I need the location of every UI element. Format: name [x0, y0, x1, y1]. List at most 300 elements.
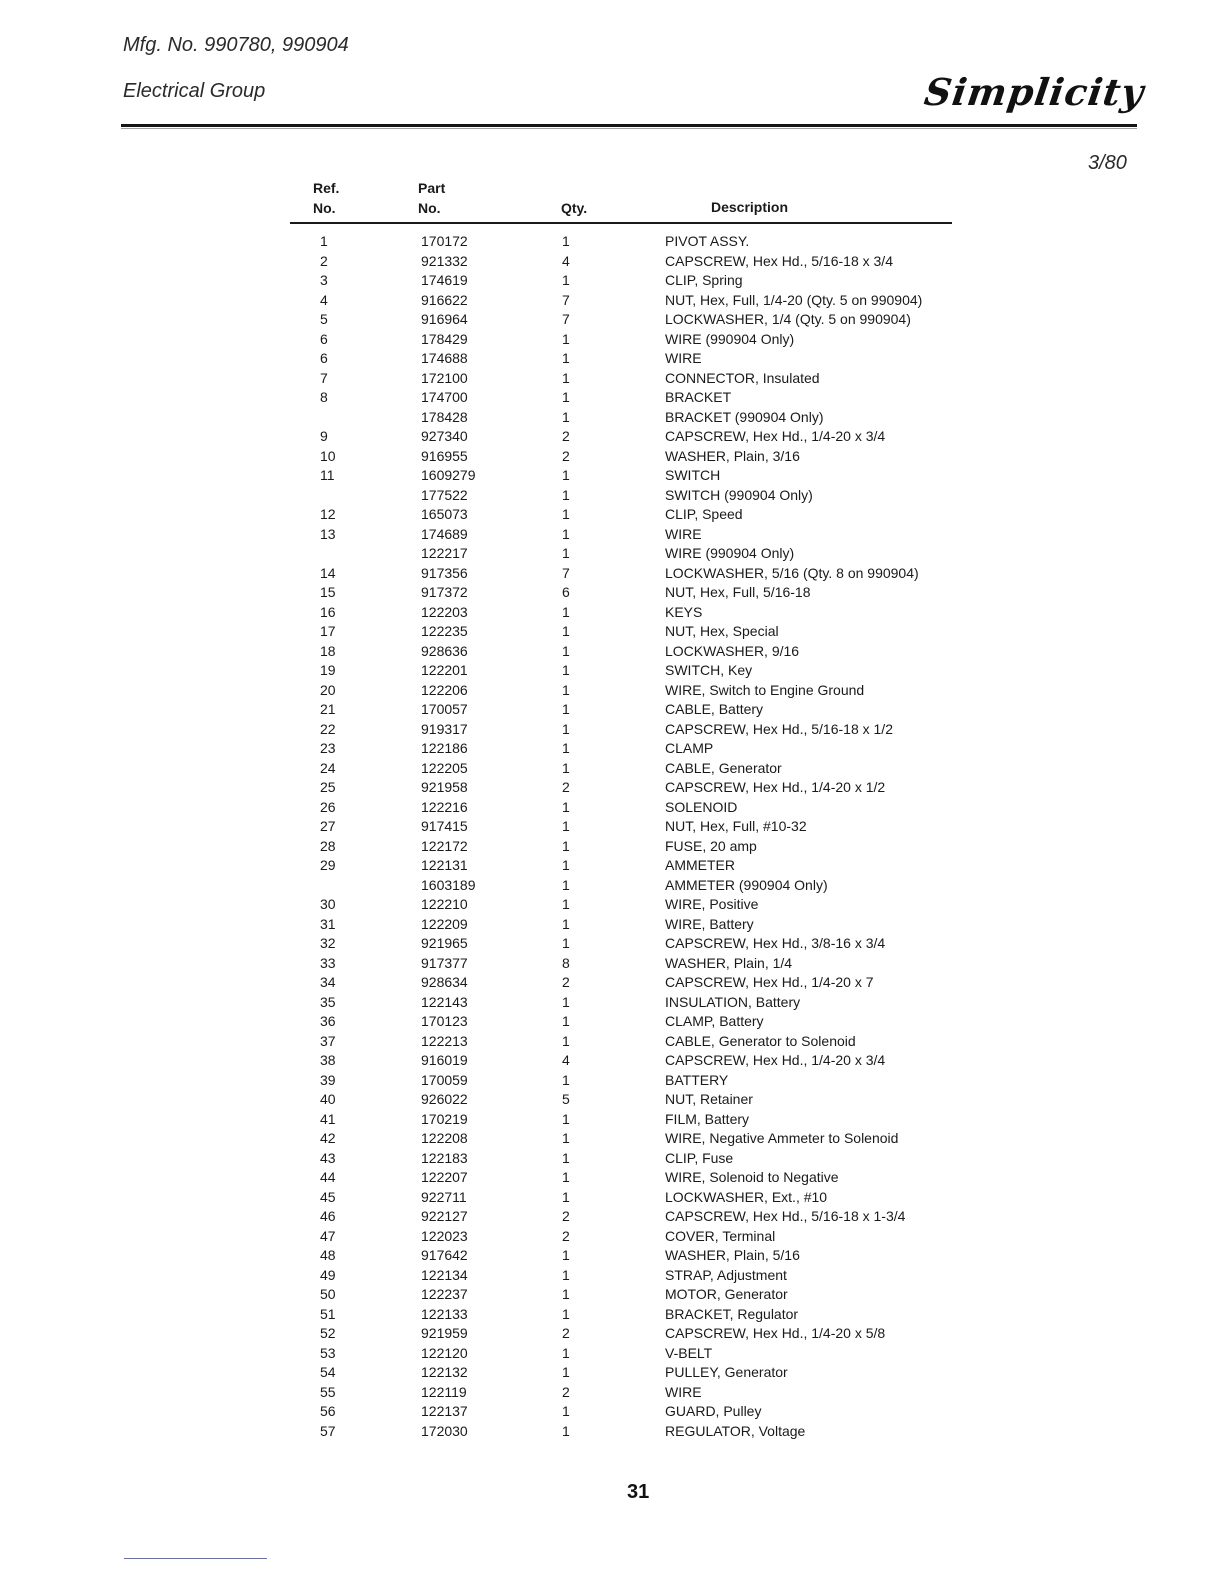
- part-number-cell: 922711: [421, 1188, 467, 1205]
- quantity-cell: 1: [562, 233, 570, 249]
- part-number-cell: 122023: [421, 1227, 468, 1244]
- description-cell: CAPSCREW, Hex Hd., 1/4-20 x 3/4: [665, 428, 886, 444]
- table-row: [0, 408, 1224, 428]
- part-number-cell: 122210: [421, 896, 468, 912]
- part-number-cell: 122134: [421, 1266, 468, 1283]
- table-row: [0, 1227, 1224, 1247]
- ref-cell: 27: [320, 818, 336, 834]
- ref-cell: 36: [320, 1013, 336, 1029]
- part-number-cell: 122143: [421, 993, 468, 1010]
- description-cell: WASHER, Plain, 1/4: [665, 954, 793, 971]
- part-number-cell: 921959: [421, 1325, 468, 1341]
- column-header-description: Description: [711, 199, 789, 215]
- description-cell: CLIP, Fuse: [665, 1149, 734, 1166]
- quantity-cell: 1: [562, 1364, 570, 1380]
- part-number-cell: 122137: [421, 1403, 468, 1419]
- table-row: [0, 1305, 1224, 1325]
- description-cell: CAPSCREW, Hex Hd., 1/4-20 x 7: [665, 974, 874, 990]
- part-number-cell: 917372: [421, 584, 468, 600]
- ref-cell: 34: [320, 974, 336, 990]
- ref-cell: 17: [320, 623, 336, 639]
- part-number-cell: 177522: [421, 486, 468, 503]
- part-number-cell: 928636: [421, 642, 468, 659]
- quantity-cell: 2: [562, 1208, 570, 1224]
- ref-cell: 16: [320, 603, 336, 620]
- ref-cell: 19: [320, 662, 336, 678]
- table-row: [0, 1207, 1224, 1227]
- header-rule: [121, 124, 1137, 127]
- ref-cell: 41: [320, 1110, 336, 1127]
- description-cell: WASHER, Plain, 5/16: [665, 1247, 800, 1263]
- description-cell: WIRE: [665, 525, 702, 542]
- description-cell: SOLENOID: [665, 798, 738, 815]
- ref-cell: 30: [320, 896, 336, 912]
- part-number-cell: 926022: [421, 1091, 468, 1107]
- part-number-cell: 170219: [421, 1110, 468, 1127]
- page-number: 31: [627, 1481, 650, 1503]
- table-row: [0, 720, 1224, 740]
- ref-cell: 53: [320, 1344, 336, 1361]
- quantity-cell: 1: [562, 915, 570, 932]
- part-number-cell: 122213: [421, 1032, 468, 1049]
- quantity-cell: 7: [562, 564, 570, 581]
- quantity-cell: 1: [562, 545, 570, 561]
- description-cell: SWITCH, Key: [665, 662, 753, 678]
- quantity-cell: 1: [562, 1266, 570, 1283]
- ref-cell: 15: [320, 584, 336, 600]
- quantity-cell: 1: [562, 818, 570, 834]
- part-number-cell: 916964: [421, 311, 468, 327]
- column-header-part-line2: No.: [418, 200, 441, 216]
- table-row: [0, 291, 1224, 311]
- quantity-cell: 7: [562, 311, 570, 327]
- part-number-cell: 1609279: [421, 467, 476, 483]
- description-cell: WIRE, Negative Ammeter to Solenoid: [665, 1130, 899, 1146]
- table-row: [0, 1285, 1224, 1305]
- quantity-cell: 1: [562, 642, 570, 659]
- description-cell: GUARD, Pulley: [665, 1403, 762, 1419]
- part-number-cell: 927340: [421, 428, 468, 444]
- table-row: [0, 661, 1224, 681]
- table-row: [0, 1422, 1224, 1442]
- part-number-cell: 174689: [421, 525, 468, 542]
- table-row: [0, 330, 1224, 350]
- table-row: [0, 271, 1224, 291]
- table-row: [0, 583, 1224, 603]
- part-number-cell: 122133: [421, 1305, 468, 1322]
- part-number-cell: 122205: [421, 759, 468, 776]
- description-cell: STRAP, Adjustment: [665, 1266, 787, 1283]
- table-row: [0, 798, 1224, 818]
- table-row: [0, 973, 1224, 993]
- quantity-cell: 1: [562, 350, 570, 366]
- table-row: [0, 349, 1224, 369]
- part-number-cell: 172030: [421, 1422, 468, 1439]
- ref-cell: 6: [320, 330, 328, 347]
- part-number-cell: 928634: [421, 974, 468, 990]
- parts-list: [0, 232, 1224, 1441]
- quantity-cell: 1: [562, 467, 570, 483]
- ref-cell: 3: [320, 272, 328, 288]
- ref-cell: 8: [320, 389, 328, 405]
- ref-cell: 24: [320, 759, 336, 776]
- description-cell: PULLEY, Generator: [665, 1364, 788, 1380]
- description-cell: FILM, Battery: [665, 1110, 750, 1127]
- column-header-ref: [313, 178, 339, 218]
- part-number-cell: 170057: [421, 701, 468, 717]
- part-number-cell: 122172: [421, 837, 468, 854]
- description-cell: NUT, Hex, Full, #10-32: [665, 818, 807, 834]
- part-number-cell: 916019: [421, 1052, 468, 1068]
- quantity-cell: 1: [562, 1110, 570, 1127]
- part-number-cell: 916955: [421, 447, 468, 464]
- quantity-cell: 1: [562, 935, 570, 951]
- quantity-cell: 1: [562, 389, 570, 405]
- ref-cell: 47: [320, 1227, 336, 1244]
- table-row: [0, 993, 1224, 1013]
- description-cell: AMMETER (990904 Only): [665, 876, 828, 893]
- part-number-cell: 122207: [421, 1169, 468, 1185]
- description-cell: WIRE (990904 Only): [665, 545, 795, 561]
- part-number-cell: 122206: [421, 681, 468, 698]
- ref-cell: 49: [320, 1266, 336, 1283]
- table-row: [0, 564, 1224, 584]
- table-row: [0, 1188, 1224, 1208]
- table-row: [0, 876, 1224, 896]
- table-row: [0, 1324, 1224, 1344]
- ref-cell: 46: [320, 1208, 336, 1224]
- quantity-cell: 5: [562, 1091, 570, 1107]
- quantity-cell: 4: [562, 1052, 570, 1068]
- description-cell: CLAMP: [665, 740, 714, 756]
- description-cell: WIRE (990904 Only): [665, 330, 795, 347]
- ref-cell: 55: [320, 1383, 336, 1400]
- description-cell: NUT, Hex, Special: [665, 623, 779, 639]
- ref-cell: 10: [320, 447, 336, 464]
- quantity-cell: 1: [562, 1032, 570, 1049]
- table-row: [0, 622, 1224, 642]
- description-cell: LOCKWASHER, 1/4 (Qty. 5 on 990904): [665, 311, 911, 327]
- description-cell: BATTERY: [665, 1071, 729, 1088]
- ref-cell: 37: [320, 1032, 336, 1049]
- description-cell: WIRE: [665, 350, 702, 366]
- table-row: [0, 1090, 1224, 1110]
- column-header-part-line1: Part: [418, 180, 446, 196]
- quantity-cell: 2: [562, 1325, 570, 1341]
- ref-cell: 23: [320, 740, 336, 756]
- description-cell: REGULATOR, Voltage: [665, 1422, 806, 1439]
- table-row: [0, 388, 1224, 408]
- description-cell: INSULATION, Battery: [665, 993, 801, 1010]
- part-number-cell: 122131: [421, 857, 468, 873]
- part-number-cell: 921958: [421, 779, 468, 795]
- part-number-cell: 122186: [421, 740, 468, 756]
- quantity-cell: 1: [562, 1422, 570, 1439]
- revision-date: 3/80: [1088, 152, 1127, 174]
- group-title: Electrical Group: [123, 80, 266, 102]
- quantity-cell: 1: [562, 759, 570, 776]
- table-row: [0, 739, 1224, 759]
- table-row: [0, 642, 1224, 662]
- footer-line: [124, 1558, 267, 1559]
- ref-cell: 21: [320, 701, 336, 717]
- column-header-qty: Qty.: [561, 200, 588, 216]
- table-row: [0, 252, 1224, 272]
- part-number-cell: 122183: [421, 1149, 468, 1166]
- ref-cell: 20: [320, 681, 336, 698]
- ref-cell: 51: [320, 1305, 336, 1322]
- table-row: [0, 681, 1224, 701]
- part-number-cell: 921965: [421, 935, 468, 951]
- quantity-cell: 1: [562, 486, 570, 503]
- ref-cell: 32: [320, 935, 336, 951]
- quantity-cell: 1: [562, 1149, 570, 1166]
- ref-cell: 52: [320, 1325, 336, 1341]
- table-row: [0, 369, 1224, 389]
- quantity-cell: 1: [562, 1188, 570, 1205]
- quantity-cell: 1: [562, 1130, 570, 1146]
- part-number-cell: 917642: [421, 1247, 468, 1263]
- ref-cell: 50: [320, 1286, 336, 1302]
- ref-cell: 11: [320, 467, 335, 483]
- ref-cell: 7: [320, 369, 328, 386]
- description-cell: LOCKWASHER, 5/16 (Qty. 8 on 990904): [665, 564, 919, 581]
- ref-cell: 13: [320, 525, 336, 542]
- table-row: [0, 759, 1224, 779]
- ref-cell: 26: [320, 798, 336, 815]
- description-cell: WIRE, Battery: [665, 915, 754, 932]
- table-row: [0, 1168, 1224, 1188]
- quantity-cell: 1: [562, 876, 570, 893]
- part-number-cell: 174619: [421, 272, 468, 288]
- quantity-cell: 1: [562, 1403, 570, 1419]
- quantity-cell: 6: [562, 584, 570, 600]
- ref-cell: 42: [320, 1130, 336, 1146]
- ref-cell: 43: [320, 1149, 336, 1166]
- ref-cell: 14: [320, 564, 336, 581]
- description-cell: BRACKET, Regulator: [665, 1305, 799, 1322]
- part-number-cell: 122120: [421, 1344, 468, 1361]
- quantity-cell: 1: [562, 1071, 570, 1088]
- quantity-cell: 1: [562, 681, 570, 698]
- ref-cell: 1: [320, 233, 328, 249]
- table-row: [0, 1246, 1224, 1266]
- brand-logo: Simplicity: [921, 70, 1148, 114]
- part-number-cell: 178429: [421, 330, 468, 347]
- table-row: [0, 1071, 1224, 1091]
- table-row: [0, 837, 1224, 857]
- table-row: [0, 1051, 1224, 1071]
- quantity-cell: 1: [562, 720, 570, 737]
- quantity-cell: 8: [562, 954, 570, 971]
- table-row: [0, 447, 1224, 467]
- description-cell: WASHER, Plain, 3/16: [665, 447, 800, 464]
- description-cell: LOCKWASHER, Ext., #10: [665, 1188, 828, 1205]
- quantity-cell: 1: [562, 1169, 570, 1185]
- quantity-cell: 2: [562, 447, 570, 464]
- table-row: [0, 817, 1224, 837]
- part-number-cell: 921332: [421, 252, 468, 269]
- table-row: [0, 232, 1224, 252]
- quantity-cell: 1: [562, 1344, 570, 1361]
- table-row: [0, 525, 1224, 545]
- quantity-cell: 1: [562, 662, 570, 678]
- description-cell: NUT, Hex, Full, 5/16-18: [665, 584, 811, 600]
- description-cell: CLIP, Spring: [665, 272, 743, 288]
- table-row: [0, 700, 1224, 720]
- ref-cell: 2: [320, 252, 328, 269]
- description-cell: CONNECTOR, Insulated: [665, 369, 820, 386]
- table-row: [0, 603, 1224, 623]
- column-header-rule: [290, 222, 952, 224]
- table-row: [0, 1363, 1224, 1383]
- table-row: [0, 1110, 1224, 1130]
- description-cell: CAPSCREW, Hex Hd., 1/4-20 x 3/4: [665, 1052, 886, 1068]
- table-row: [0, 1344, 1224, 1364]
- table-row: [0, 1266, 1224, 1286]
- quantity-cell: 2: [562, 779, 570, 795]
- part-number-cell: 122237: [421, 1286, 468, 1302]
- description-cell: CAPSCREW, Hex Hd., 1/4-20 x 5/8: [665, 1325, 886, 1341]
- description-cell: CLIP, Speed: [665, 506, 743, 522]
- description-cell: WIRE, Switch to Engine Ground: [665, 681, 865, 698]
- quantity-cell: 1: [562, 896, 570, 912]
- ref-cell: 22: [320, 720, 336, 737]
- column-header-part: [418, 178, 445, 218]
- description-cell: SWITCH (990904 Only): [665, 486, 813, 503]
- part-number-cell: 170059: [421, 1071, 468, 1088]
- part-number-cell: 917377: [421, 954, 468, 971]
- table-row: [0, 1383, 1224, 1403]
- table-row: [0, 954, 1224, 974]
- description-cell: KEYS: [665, 603, 703, 620]
- description-cell: NUT, Retainer: [665, 1091, 753, 1107]
- table-row: [0, 486, 1224, 506]
- description-cell: WIRE: [665, 1383, 702, 1400]
- ref-cell: 33: [320, 954, 336, 971]
- ref-cell: 25: [320, 779, 336, 795]
- quantity-cell: 7: [562, 291, 570, 308]
- ref-cell: 9: [320, 428, 328, 444]
- ref-cell: 5: [320, 311, 328, 327]
- quantity-cell: 1: [562, 1013, 570, 1029]
- part-number-cell: 172100: [421, 369, 468, 386]
- description-cell: NUT, Hex, Full, 1/4-20 (Qty. 5 on 990904): [665, 291, 923, 308]
- table-row: [0, 915, 1224, 935]
- description-cell: AMMETER: [665, 857, 735, 873]
- quantity-cell: 1: [562, 701, 570, 717]
- ref-cell: 35: [320, 993, 336, 1010]
- description-cell: PIVOT ASSY.: [665, 233, 750, 249]
- quantity-cell: 1: [562, 330, 570, 347]
- quantity-cell: 2: [562, 974, 570, 990]
- part-number-cell: 174688: [421, 350, 468, 366]
- ref-cell: 6: [320, 350, 328, 366]
- quantity-cell: 1: [562, 1247, 570, 1263]
- quantity-cell: 1: [562, 798, 570, 815]
- table-row: [0, 310, 1224, 330]
- quantity-cell: 1: [562, 525, 570, 542]
- part-number-cell: 917356: [421, 564, 468, 581]
- quantity-cell: 1: [562, 506, 570, 522]
- quantity-cell: 2: [562, 428, 570, 444]
- quantity-cell: 1: [562, 837, 570, 854]
- quantity-cell: 1: [562, 857, 570, 873]
- description-cell: WIRE, Solenoid to Negative: [665, 1169, 839, 1185]
- table-row: [0, 778, 1224, 798]
- ref-cell: 31: [320, 915, 336, 932]
- description-cell: MOTOR, Generator: [665, 1286, 788, 1302]
- quantity-cell: 1: [562, 408, 570, 425]
- ref-cell: 38: [320, 1052, 336, 1068]
- part-number-cell: 122235: [421, 623, 468, 639]
- description-cell: BRACKET (990904 Only): [665, 408, 824, 425]
- table-row: [0, 934, 1224, 954]
- quantity-cell: 1: [562, 993, 570, 1010]
- part-number-cell: 122216: [421, 798, 468, 815]
- part-number-cell: 122132: [421, 1364, 468, 1380]
- quantity-cell: 1: [562, 603, 570, 620]
- part-number-cell: 170123: [421, 1013, 468, 1029]
- ref-cell: 28: [320, 837, 336, 854]
- quantity-cell: 4: [562, 252, 570, 269]
- part-number-cell: 1603189: [421, 876, 476, 893]
- description-cell: COVER, Terminal: [665, 1227, 776, 1244]
- quantity-cell: 1: [562, 1305, 570, 1322]
- ref-cell: 48: [320, 1247, 336, 1263]
- description-cell: CABLE, Battery: [665, 701, 764, 717]
- table-row: [0, 1402, 1224, 1422]
- ref-cell: 44: [320, 1169, 336, 1185]
- ref-cell: 57: [320, 1422, 336, 1439]
- quantity-cell: 1: [562, 369, 570, 386]
- description-cell: WIRE, Positive: [665, 896, 759, 912]
- part-number-cell: 170172: [421, 233, 468, 249]
- description-cell: V-BELT: [665, 1344, 713, 1361]
- table-row: [0, 466, 1224, 486]
- quantity-cell: 1: [562, 1286, 570, 1302]
- description-cell: BRACKET: [665, 389, 732, 405]
- header-rule-thin: [121, 128, 1137, 129]
- ref-cell: 18: [320, 642, 336, 659]
- description-cell: CLAMP, Battery: [665, 1013, 764, 1029]
- description-cell: SWITCH: [665, 467, 721, 483]
- part-number-cell: 917415: [421, 818, 468, 834]
- part-number-cell: 174700: [421, 389, 468, 405]
- table-row: [0, 1012, 1224, 1032]
- part-number-cell: 122119: [421, 1383, 467, 1400]
- part-number-cell: 122209: [421, 915, 468, 932]
- table-row: [0, 544, 1224, 564]
- part-number-cell: 178428: [421, 408, 468, 425]
- part-number-cell: 922127: [421, 1208, 468, 1224]
- table-row: [0, 427, 1224, 447]
- description-cell: CABLE, Generator: [665, 759, 782, 776]
- part-number-cell: 122203: [421, 603, 468, 620]
- quantity-cell: 2: [562, 1227, 570, 1244]
- column-header-ref-line1: Ref.: [313, 180, 340, 196]
- part-number-cell: 122201: [421, 662, 468, 678]
- part-number-cell: 919317: [421, 720, 468, 737]
- table-row: [0, 505, 1224, 525]
- table-row: [0, 1149, 1224, 1169]
- table-row: [0, 895, 1224, 915]
- part-number-cell: 916622: [421, 291, 468, 308]
- ref-cell: 29: [320, 857, 336, 873]
- ref-cell: 40: [320, 1091, 336, 1107]
- quantity-cell: 1: [562, 272, 570, 288]
- description-cell: CAPSCREW, Hex Hd., 1/4-20 x 1/2: [665, 779, 886, 795]
